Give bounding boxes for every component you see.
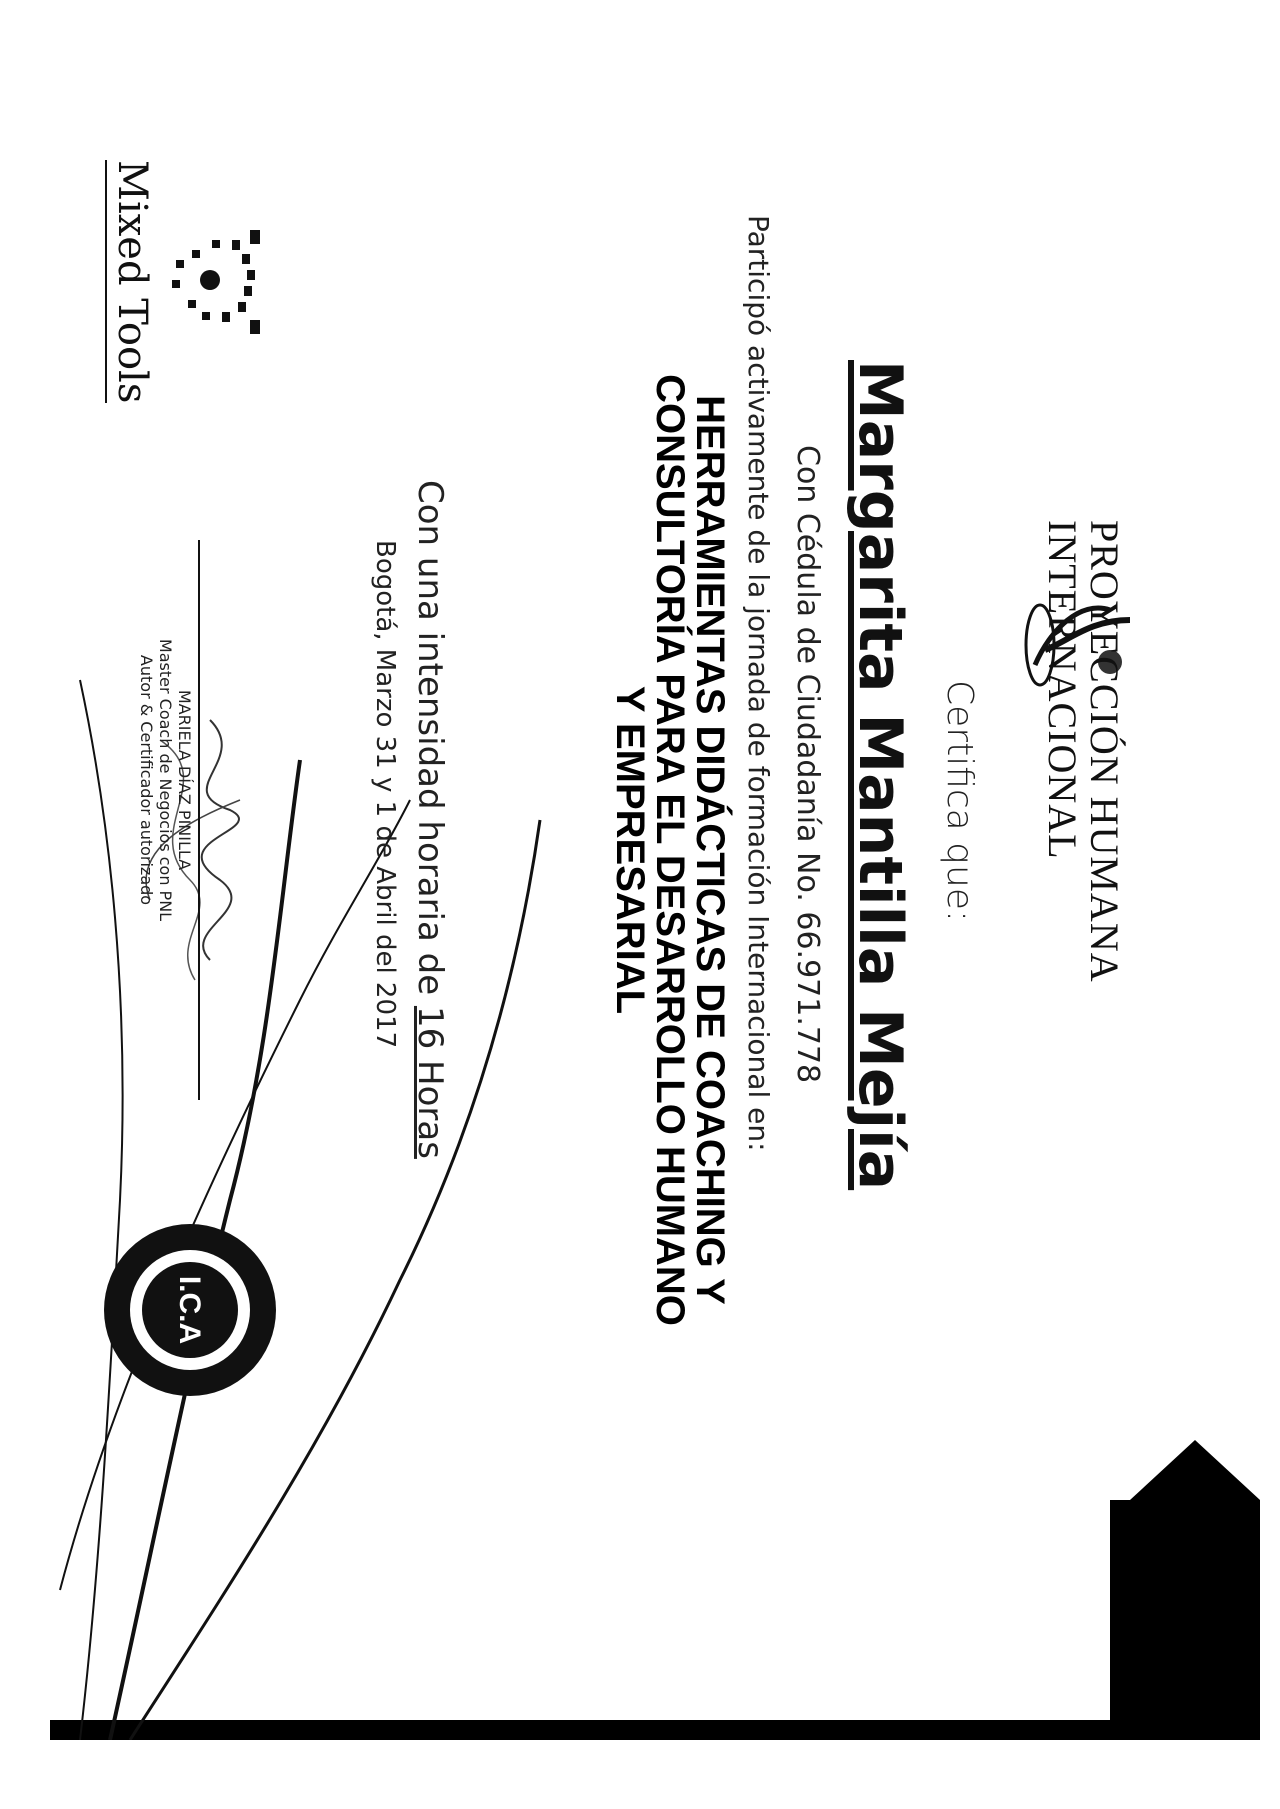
- ica-seal-text: I.C.A: [173, 1275, 206, 1345]
- course-title: [610, 205, 730, 1495]
- participation-line: Participó activamente de la jornada de formación Internacional en:: [742, 215, 775, 1152]
- signatory-title-1: Master Coach de Negocios con PNL: [156, 638, 175, 922]
- org-line-1: PROYECCIÓN HUMANA: [1082, 520, 1127, 983]
- intensity-hours: 16 Horas: [410, 1005, 450, 1159]
- course-line-3: Y EMPRESARIAL: [608, 685, 652, 1015]
- mixed-tools-logo: Mixed Tools: [105, 160, 155, 403]
- ica-seal: [100, 1220, 280, 1400]
- recipient-name: Margarita Mantilla Mejía: [845, 360, 915, 1191]
- place-date: Bogotá, Marzo 31 y 1 de Abril del 2017: [370, 540, 400, 1049]
- mixed-tools-logo-icon: [140, 220, 280, 340]
- org-line-2: INTERNACIONAL: [1040, 520, 1085, 860]
- cedula-line: Con Cédula de Ciudadanía No. 66.971.778: [790, 445, 825, 1084]
- course-line-1: HERRAMIENTAS DIDÁCTICAS DE COACHING Y: [688, 395, 732, 1305]
- signature-line: [198, 540, 200, 1100]
- intensity-line: [410, 480, 450, 1159]
- intensity-prefix: Con una intensidad horaria de: [410, 480, 450, 1006]
- organization-title: [1041, 520, 1125, 1180]
- top-banner-bar: [50, 1720, 1110, 1740]
- signatory-block: [137, 540, 194, 1020]
- signatory-name: MARIELA DÍAZ PINILLA: [175, 689, 194, 871]
- signatory-title-2: Autor & Certificador autorizado: [137, 654, 156, 906]
- certifica-label: Certifica que:: [939, 680, 980, 923]
- course-line-2: CONSULTORÍA PARA EL DESARROLLO HUMANO: [648, 374, 692, 1326]
